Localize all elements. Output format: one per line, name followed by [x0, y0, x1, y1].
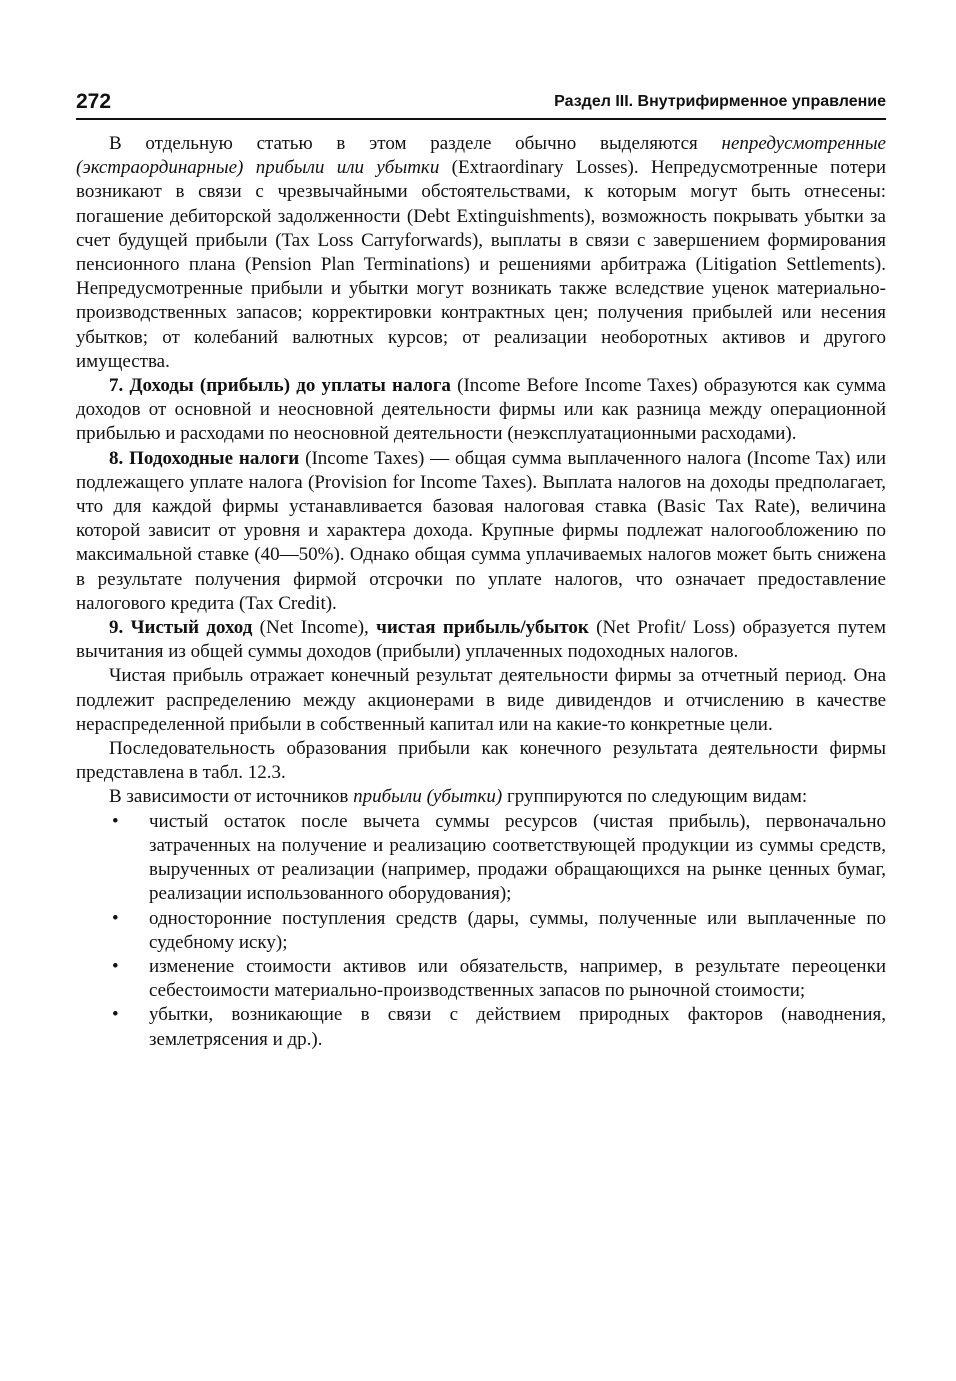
- bullet-icon: •: [112, 955, 119, 977]
- bullet-icon: •: [112, 907, 119, 929]
- list-item-text: чистый остаток после вычета суммы ресурсов (чистая прибыль), первоначально затраченных на получение и реализацию соответствующей продукции из суммы средств, вырученных от реализации (например, продажи обращающихся на рынке ценных бумаг, реализации использованного оборудования);: [149, 810, 886, 905]
- paragraph-profit-sequence: Последовательность образования прибыли как конечного результата деятельности фирмы представлена в табл. 12.3.: [76, 738, 886, 784]
- paragraph-net-income: [76, 616, 886, 664]
- bold-term: 7. Доходы (прибыль) до уплаты налога: [109, 375, 451, 397]
- paragraph-text: (Net Profit/ Loss) образуется путем вычитания из общей суммы доходов (прибыли) уплаченных подоходных налогов.: [76, 617, 886, 663]
- bullet-icon: •: [112, 810, 119, 832]
- paragraph-text: В отдельную статью в этом разделе обычно выделяются: [109, 133, 722, 154]
- page-number: 272: [76, 90, 112, 113]
- list-item: [76, 955, 886, 1003]
- paragraph-profit-sources: [76, 785, 886, 809]
- italic-term: прибыли (убытки): [353, 786, 503, 808]
- list-item: [76, 810, 886, 907]
- list-item-text: изменение стоимости активов или обязательств, например, в результате переоценки себестоимости материально-производственных запасов по рыночной стоимости;: [149, 955, 886, 1002]
- paragraph-net-profit: Чистая прибыль отражает конечный результат деятельности фирмы за отчетный период. Она подлежит распределению между акционерами в виде дивидендов и отчислению в качестве нераспределенной прибыли в собственный капитал или на какие-то конкретные цели.: [76, 665, 886, 735]
- paragraph-income-before-taxes: [76, 374, 886, 447]
- list-item-text: односторонние поступления средств (дары, суммы, полученные или выплаченные по судебному иску);: [149, 907, 886, 953]
- bold-term: чистая прибыль/убыток: [376, 617, 589, 639]
- bold-term: 9. Чистый доход: [109, 617, 253, 639]
- italic-term: непредусмотренные (экстраординарные) прибыли или убытки: [76, 133, 886, 179]
- paragraph-text: группируются по следующим видам:: [502, 786, 808, 808]
- running-head: Раздел III. Внутрифирменное управление: [554, 93, 886, 110]
- paragraph-extraordinary-losses: [76, 132, 886, 374]
- bullet-list: [76, 810, 886, 1052]
- list-item: [76, 1003, 886, 1051]
- paragraph-text: (Income Taxes) — общая сумма выплаченного налога (Income Tax) или подлежащего уплате налога (Provision for Income Taxes). Выплата налогов на доходы предполагает, что для каждой фирмы устанавливается базовая налоговая ставка (Basic Tax Rate), величина которой зависит от уровня и характера дохода. Крупные фирмы подлежат налогообложению по максимальной ставке (40—50%). Однако общая сумма уплачиваемых налогов может быть снижена в результате получения фирмой отсрочки по уплате налогов, что означает предоставление налогового кредита (Tax Credit).: [76, 447, 886, 614]
- paragraph-text: (Extraordinary Losses). Непредусмотренные потери возникают в связи с чрезвычайными обстоятельствами, к которым могут быть отнесены: погашение дебиторской задолженности (Debt Extinguishments), возможность покрывать убытки за счет будущей прибыли (Tax Loss Carryforwards), выплаты в связи с завершением формирования пенсионного плана (Pension Plan Terminations) и решениями арбитража (Litigation Settlements). Непредусмотренные прибыли и убытки могут возникать также вследствие уценок материально-производственных запасов; корректировки контрактных цен; получения прибылей или несения убытков; от колебаний валютных курсов; от реализации необоротных активов и другого имущества.: [76, 157, 886, 372]
- page-header: [76, 88, 886, 120]
- paragraph-text: (Income Before Income Taxes) образуются как сумма доходов от основной и неосновной деятельности фирмы или как разница между операционной прибылью и расходами по неосновной деятельности (неэксплуатационными расходами).: [76, 375, 886, 445]
- paragraph-text: В зависимости от источников: [109, 786, 354, 808]
- paragraph-income-taxes: [76, 447, 886, 616]
- list-item-text: убытки, возникающие в связи с действием природных факторов (наводнения, землетрясения и др.).: [149, 1004, 886, 1050]
- bullet-icon: •: [112, 1004, 119, 1026]
- bold-term: 8. Подоходные налоги: [109, 447, 300, 469]
- body-text: [76, 132, 886, 1052]
- paragraph-text: (Net Income),: [252, 617, 377, 639]
- list-item: [76, 907, 886, 955]
